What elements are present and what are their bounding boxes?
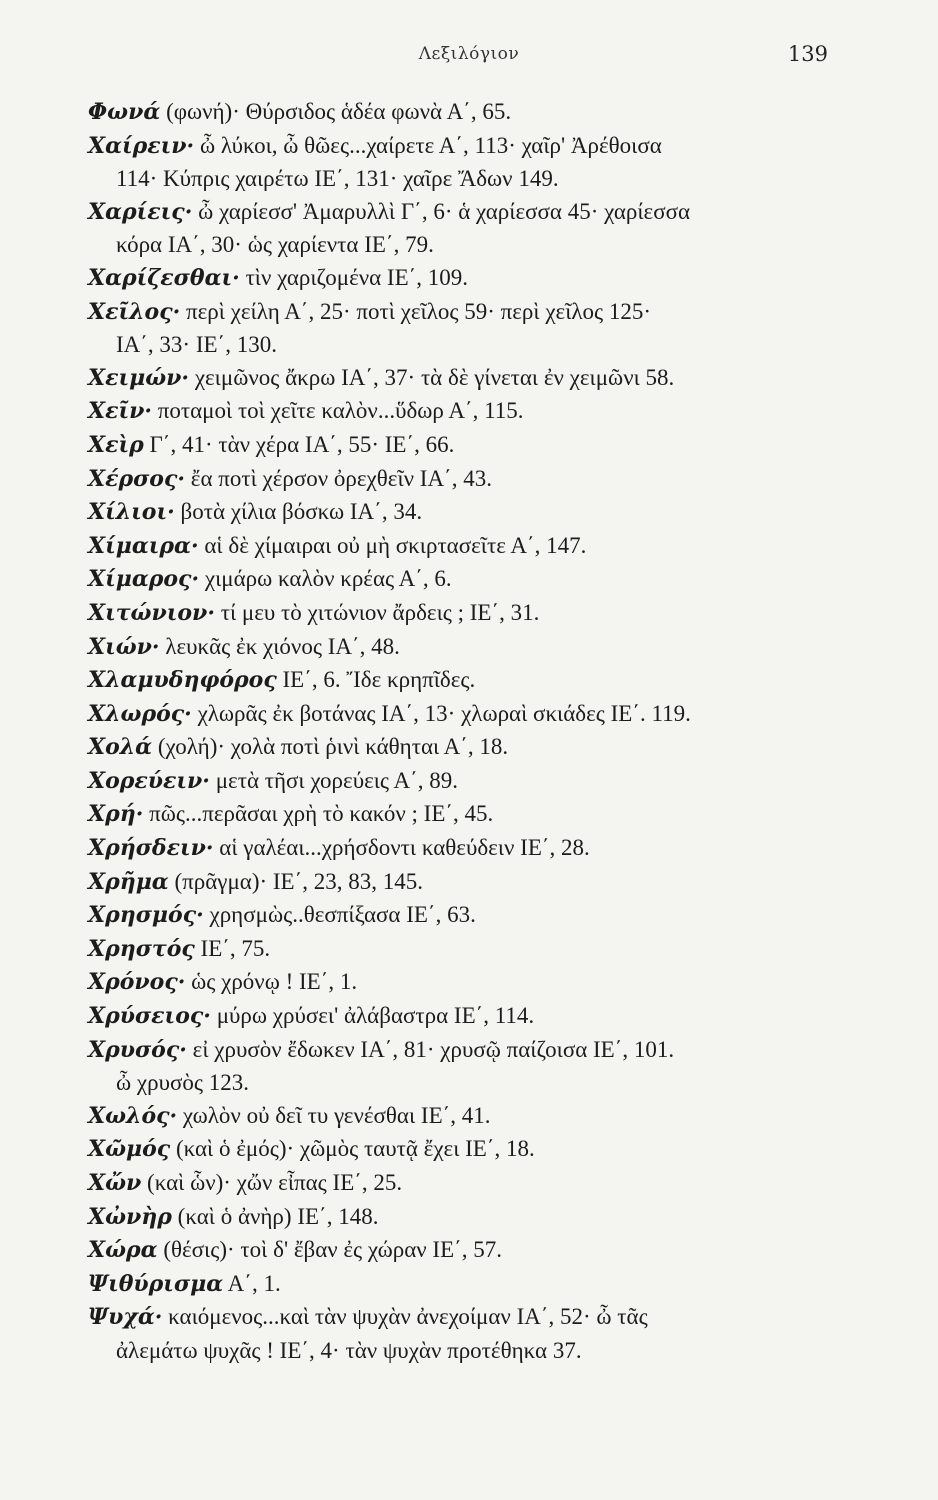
entry-text: μετὰ τῆσι χορεύεις Α΄, 89. (209, 767, 459, 793)
entry-text: Γ΄, 41· τὰν χέρα ΙΑ΄, 55· ΙΕ΄, 66. (143, 431, 455, 457)
entry-text: τί μευ τὸ χιτώνιον ἄρδεις ; ΙΕ΄, 31. (214, 599, 540, 625)
entry-headword: Χρῆμα (88, 868, 169, 895)
entry-headword: Χορεύειν· (88, 767, 210, 794)
entry-text: (χολή)· χολὰ ποτὶ ῥινὶ κάθηται Α΄, 18. (152, 734, 509, 760)
entry-headword: Χιών· (88, 633, 160, 660)
lexicon-entry (88, 96, 878, 130)
entry-headword: Χλωρός· (88, 700, 192, 727)
entry-headword: Χὠνὴρ (88, 1203, 172, 1230)
lexicon-entry (88, 798, 878, 832)
entry-text: αἱ γαλέαι...χρήσδοντι καθεύδειν ΙΕ΄, 28. (213, 835, 590, 861)
lexicon-entry (88, 429, 878, 463)
lexicon-entry (88, 933, 878, 967)
entry-text: Α΄, 1. (223, 1270, 281, 1296)
entry-text: πῶς...περᾶσαι χρὴ τὸ κακόν ; ΙΕ΄, 45. (143, 801, 494, 827)
lexicon-entry (88, 966, 878, 1000)
entry-headword: Χρησμός· (88, 902, 204, 929)
entry-continuation: 114· Κύπρις χαιρέτω ΙΕ΄, 131· χαῖρε Ἄδων 149. (116, 166, 559, 192)
entry-headword: Χίλιοι· (88, 499, 175, 526)
entry-text: καιόμενος...καὶ τὰν ψυχὰν ἀνεχοίμαν ΙΑ΄, 52· ὦ τᾶς (162, 1304, 648, 1330)
entry-headword: Φωνά (88, 99, 161, 125)
entry-headword: Χαίρειν· (88, 132, 195, 159)
entry-text: ΙΕ΄, 75. (194, 935, 271, 961)
entry-headword: Χιτώνιον· (88, 599, 215, 626)
lexicon-entry (88, 395, 878, 429)
entry-text: χειμῶνος ἄκρω ΙΑ΄, 37· τὰ δὲ γίνεται ἐν χειμῶνι 58. (189, 364, 675, 390)
entry-text: ΙΕ΄, 6. Ἴδε κρηπῖδες. (276, 667, 476, 693)
lexicon-entry (88, 832, 878, 866)
lexicon-entry (88, 530, 878, 564)
lexicon-entry (88, 296, 878, 362)
entry-headword: Χρόνος· (88, 969, 186, 996)
lexicon-entry (88, 1268, 878, 1302)
entry-text: ὦ λύκοι, ὦ θῶες...χαίρετε Α΄, 113· χαῖρ' Ἀρέθοισα (194, 132, 662, 158)
entry-headword: Χώρα (88, 1237, 158, 1264)
entry-headword: Χαρίεις· (88, 198, 193, 225)
entry-headword: Ψιθύρισμα (88, 1270, 224, 1297)
lexicon-entry (88, 664, 878, 698)
entry-text: ὦ χαρίεσσ' Ἀμαρυλλὶ Γ΄, 6· ἁ χαρίεσσα 45· χαρίεσσα (192, 198, 691, 224)
entry-headword: Ψυχά· (88, 1304, 163, 1331)
entry-continuation: κόρα ΙΑ΄, 30· ὡς χαρίεντα ΙΕ΄, 79. (116, 232, 434, 258)
entry-text: ποταμοὶ τοὶ χεῖτε καλὸν...ὕδωρ Α΄, 115. (152, 398, 524, 424)
entry-headword: Χαρίζεσθαι· (88, 264, 240, 291)
entry-text: (καὶ ὁ ἀνὴρ) ΙΕ΄, 148. (171, 1203, 379, 1229)
entry-text: περὶ χείλη Α΄, 25· ποτὶ χεῖλος 59· περὶ χεῖλος 125· (180, 298, 652, 324)
entry-text: (καὶ ὁ ἐμός)· χῶμὸς ταυτᾷ ἔχει ΙΕ΄, 18. (170, 1136, 535, 1162)
entry-headword: Χλαμυδηφόρος (88, 667, 277, 694)
lexicon-entry (88, 130, 878, 196)
entry-text: ὡς χρόνῳ ! ΙΕ΄, 1. (185, 969, 358, 995)
entry-headword: Χίμαρος· (88, 566, 200, 593)
entry-text: εἰ χρυσὸν ἔδωκεν ΙΑ΄, 81· χρυσῷ παίζοισα ΙΕ΄, 101. (186, 1036, 675, 1062)
entry-text: λευκᾶς ἐκ χιόνος ΙΑ΄, 48. (159, 633, 400, 659)
entry-text: χλωρᾶς ἐκ βοτάνας ΙΑ΄, 13· χλωραὶ σκιάδες ΙΕ΄. 119. (191, 700, 691, 726)
entry-text: βοτὰ χίλια βόσκω ΙΑ΄, 34. (174, 499, 423, 525)
entry-headword: Χρυσός· (88, 1036, 187, 1063)
entry-headword: Χρήσδειν· (88, 835, 214, 862)
lexicon-entry (88, 463, 878, 497)
entry-text: χιμάρω καλὸν κρέας Α΄, 6. (199, 566, 452, 592)
lexicon-entry (88, 563, 878, 597)
lexicon-entry (88, 1000, 878, 1034)
lexicon-entry (88, 597, 878, 631)
entry-text: (φωνή)· Θύρσιδος ἁδέα φωνὰ Α΄, 65. (160, 99, 512, 124)
entry-headword: Χολά (88, 734, 153, 761)
lexicon-entry (88, 1100, 878, 1134)
entry-text: (θέσις)· τοὶ δ' ἔβαν ἐς χώραν ΙΕ΄, 57. (157, 1237, 503, 1263)
entry-headword: Χεῖν· (88, 398, 153, 425)
lexicon-entry (88, 362, 878, 396)
entry-headword: Χεὶρ (88, 431, 144, 458)
entry-text: χωλὸν οὐ δεῖ τυ γενέσθαι ΙΕ΄, 41. (177, 1102, 491, 1128)
entry-text: χρησμὼς..θεσπίξασα ΙΕ΄, 63. (203, 902, 476, 928)
entry-headword: Χωλός· (88, 1102, 178, 1129)
lexicon-entry (88, 731, 878, 765)
entry-text: μύρω χρύσει' ἀλάβαστρα ΙΕ΄, 114. (210, 1003, 535, 1029)
entry-text: τὶν χαριζομένα ΙΕ΄, 109. (239, 264, 469, 290)
lexicon-entry (88, 1034, 878, 1100)
entry-headword: Χέρσος· (88, 465, 186, 492)
lexicon-entry (88, 262, 878, 296)
entry-text: αἱ δὲ χίμαιραι οὐ μὴ σκιρτασεῖτε Α΄, 147. (198, 532, 587, 558)
entry-continuation: ΙΑ΄, 33· ΙΕ΄, 130. (116, 332, 277, 358)
entry-headword: Χειμών· (88, 364, 190, 391)
entry-text: (καὶ ὧν)· χὤν εἶπας ΙΕ΄, 25. (141, 1170, 403, 1195)
lexicon-entry (88, 1201, 878, 1235)
lexicon-entry (88, 196, 878, 262)
entry-headword: Χὤν (88, 1170, 142, 1196)
lexicon-entry (88, 1133, 878, 1167)
entry-continuation: ἀλεμάτω ψυχᾶς ! ΙΕ΄, 4· τὰν ψυχὰν προτέθηκα 37. (116, 1337, 582, 1363)
lexicon-entry (88, 496, 878, 530)
entry-headword: Χίμαιρα· (88, 532, 199, 559)
entry-headword: Χῶμός (88, 1136, 171, 1163)
lexicon-entry (88, 698, 878, 732)
entry-text: ἔα ποτὶ χέρσον ὀρεχθεῖν ΙΑ΄, 43. (185, 465, 492, 491)
lexicon-entry (88, 899, 878, 933)
running-title: Λεξιλόγιον (418, 44, 520, 64)
entry-continuation: ὦ χρυσὸς 123. (116, 1070, 249, 1096)
lexicon-entry (88, 1167, 878, 1201)
entry-headword: Χρή· (88, 801, 144, 828)
entry-headword: Χρηστός (88, 935, 195, 962)
lexicon-entry (88, 631, 878, 665)
entries-list (88, 96, 878, 1368)
lexicon-entry (88, 866, 878, 900)
entry-text: (πρᾶγμα)· ΙΕ΄, 23, 83, 145. (168, 868, 424, 894)
lexicon-entry (88, 1301, 878, 1367)
lexicon-entry (88, 1234, 878, 1268)
page-number: 139 (787, 42, 828, 66)
lexicon-entry (88, 765, 878, 799)
entry-headword: Χρύσειος· (88, 1003, 211, 1030)
entry-headword: Χεῖλος· (88, 298, 181, 325)
